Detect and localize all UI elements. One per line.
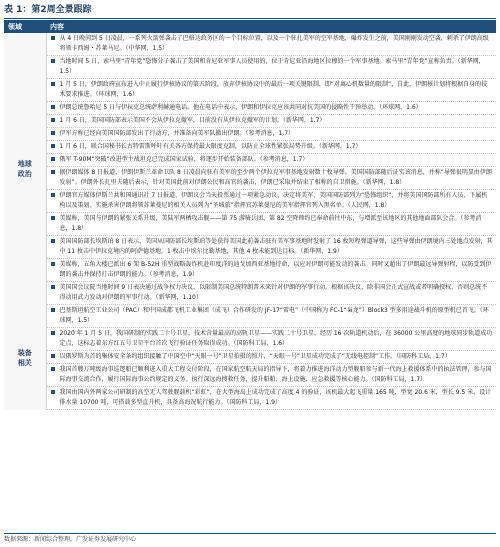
table-row — [4, 236, 496, 259]
table-row — [4, 56, 496, 79]
table-row — [4, 305, 496, 328]
row-content-cell — [46, 115, 496, 128]
row-content-cell — [46, 128, 496, 141]
square-bullet-icon — [51, 216, 55, 220]
table-row — [4, 328, 496, 351]
row-content-cell — [46, 351, 496, 364]
square-bullet-icon — [51, 82, 55, 86]
square-bullet-icon — [51, 354, 55, 358]
square-bullet-icon — [51, 144, 55, 148]
news-item-text: 从 4 日晚间到 5 日凌晨，一系列火箭弹袭击了巴格达政务区的一个目标位置，以及一个驻扎美军的空军基地，爆炸发生之前，美国刚刚发动空袭，刺杀了伊朗高级将领卡西姆・苏莱马尼。（中华网，1.5） — [59, 35, 489, 52]
news-item — [47, 56, 497, 79]
table-body — [4, 33, 496, 410]
section-label-text: 地球政治 — [17, 160, 32, 178]
row-content-cell — [46, 236, 496, 259]
news-item — [47, 102, 497, 115]
row-content-cell — [46, 190, 496, 213]
square-bullet-icon — [51, 118, 55, 122]
table-row — [4, 141, 496, 154]
news-item-text: 美国国会议院当地时间 9 日表决通过战争权力决议，以限制美国总统特朗普未来针对伊朗的军事行动。根据该决议，除非国会正式宣战或者明确授权，否则总统不得动用武力发动对伊朗的军事行动。（新华网，1.10） — [59, 284, 488, 301]
square-bullet-icon — [51, 285, 55, 289]
square-bullet-icon — [51, 193, 55, 197]
panorama-table — [4, 20, 496, 410]
news-item-text: 巴基斯坦航空工业公司（PAC）和中国成都飞机工业集团（成飞）合作研发的 JF-17“雷电”（中国称为 FC-1“枭龙”）Block3 型多用途战斗机的原型机已首飞。（环球网，1.5） — [59, 307, 489, 324]
news-item — [47, 236, 497, 259]
news-item-text: 2020 年 1 月 5 日，我国研制的实践二十号卫星，技术含量最高的高轨卫星——实践二十号卫星，经历 16 次轨道机动后，在 36000 公里高度的地球同步轨道成功定点，这标志着东方红五号卫星平台首次飞行验证任务取得成功。（国防科工局，1.6） — [59, 330, 493, 347]
table-title: 表 1：第2周全景跟踪 — [4, 5, 92, 15]
section-label — [4, 33, 46, 305]
news-item-text: 1 月 6 日，联合国秘书长古特雷斯呼吁有关各方保持最大限度克制，以防止全球性紧张局势升级。（新华网，1.7） — [59, 143, 362, 150]
news-item-text: 伊朗总统鲁哈尼 5 日与伊拉克总统萨利赫通电话。他在电话中表示，伊朗和伊拉克应该共同对抗美国的侵略性干预举动。（环球网，1.6） — [59, 104, 422, 111]
row-content-cell — [46, 79, 496, 102]
table-row — [4, 364, 496, 387]
news-item-text: 我国首艘万吨级海事巡逻船已顺利进入重大工程交付阶段，在国家航空航天局的指导下，将着力推进海洋动力型舰船参与新一代海上救援体系中的执法管理，参与国际海事交流合作，履行国际海事公约规定的义务。执行深远海搜救任务，提升船舶、海上设施、应急救援等核心能力。（国防科工局，1.7） — [59, 366, 492, 383]
news-item-text: 美媒称，美国与伊朗的紧张关系升级，美陆军两栖攻击舰——第 75 游骑兵团、第 82 空降师约已奉命前往中东，与增派至该地区的其他地面部队会合。（参考消息，1.8） — [59, 215, 482, 232]
news-item-text: 我国由国内外两家公司研制的高空无人驾驶舰载机“彩虹”，在大型海岛上成功完成了高度 4 的验证，该机最大起飞重量 165 吨，型宽 20.6 米，型长 9.5 米，设计排水量 10700 吨，可搭载多型直升机，具备高海况航行能力。（国防科工局，1.9） — [59, 389, 492, 406]
table-row — [4, 167, 496, 190]
row-content-cell — [46, 154, 496, 167]
table-row — [4, 282, 496, 305]
square-bullet-icon — [51, 331, 55, 335]
square-bullet-icon — [51, 239, 55, 243]
news-item — [47, 115, 497, 128]
square-bullet-icon — [51, 367, 55, 371]
header-domain: 领域 — [4, 20, 46, 33]
news-item-text: 美媒称，五角大楼已派出 6 架 B-52H 重型战略轰炸机赴印度洋的迪戈加西亚基地待命，以应对伊朗可能发动的袭击。同时又超出了伊朗最远导弹射程，以防受到伊朗的袭击并保持打击伊朗的能力。（参考消息，1.9） — [59, 261, 492, 278]
table-row — [4, 115, 496, 128]
table-row — [4, 213, 496, 236]
news-item — [47, 33, 497, 56]
section-label-text: 装备相关 — [17, 348, 32, 367]
news-item — [47, 154, 497, 167]
row-content-cell — [46, 328, 496, 351]
news-item-text: 以俄罗斯为首的集体安全条约组织接触了中国空中“天眼一号”卫星拍摄的照片，“天眼一号”卫星成功完成了“无线电控制”工作。（国防科工局，1.7） — [59, 353, 451, 360]
news-item-text: 1 月 5 日，伊朗政府宣布进入中止履行伊核协议的第五阶段，放弃伊核协议中的最后一项关键限制，即“对离心机数量的限制”，自此，伊朗核计划将根据自身的技术要求推进。（环球网，1.6） — [59, 81, 488, 98]
row-content-cell — [46, 305, 496, 328]
square-bullet-icon — [51, 131, 55, 135]
square-bullet-icon — [51, 157, 55, 161]
news-item — [47, 282, 497, 305]
row-content-cell — [46, 56, 496, 79]
square-bullet-icon — [51, 308, 55, 312]
news-item-text: 1 月 6 日，美国国防部表示美国不会从伊拉克撤军，目前没有从伊拉克撤军的计划。（新华网，1.7） — [59, 117, 326, 124]
table-row — [4, 154, 496, 167]
news-item-text: 俄军 T-90M“突破”改进型主战坦克已完成国家试验，将逐步开始装备部队。（参考消息，1.7） — [59, 156, 309, 163]
news-item — [47, 328, 497, 351]
table-row — [4, 190, 496, 213]
square-bullet-icon — [51, 105, 55, 109]
square-bullet-icon — [51, 262, 55, 266]
row-content-cell — [46, 102, 496, 115]
table-row — [4, 33, 496, 56]
table-row — [4, 351, 496, 364]
row-content-cell — [46, 282, 496, 305]
news-item — [47, 190, 497, 213]
row-content-cell — [46, 213, 496, 236]
news-item — [47, 259, 497, 282]
source-note: 数据来源：新闻综合整理，广发证券发展研究中心 — [4, 536, 137, 543]
square-bullet-icon — [51, 390, 55, 394]
square-bullet-icon — [51, 59, 55, 63]
news-item — [47, 387, 497, 410]
top-rule — [4, 18, 496, 19]
row-content-cell — [46, 364, 496, 387]
news-item — [47, 305, 497, 328]
row-content-cell — [46, 141, 496, 154]
row-content-cell — [46, 167, 496, 190]
news-item — [47, 167, 497, 190]
header-content: 内容 — [46, 20, 496, 33]
news-item-text: 据伊朗媒体 8 日报道，伊朗伊斯兰革命卫队 8 日凌晨向驻有美军的至少两个伊拉克军事基地发射数十枚导弹。美国国防部随后证实该消息，并称“导弹很明显由伊朗发射”。伊朗外长扎里夫随后表示，针对美国此前对伊朗公民和高官的袭击，伊朗已采取并结束了相称的自卫措施。（新华网，1.8） — [59, 169, 492, 186]
bottom-rule — [4, 533, 496, 534]
news-item-text: 当地时间 5 日，索马里“青年党”恐怖分子袭击了美国和肯尼亚军事人员使用的，位于肯尼亚沿海地区拉穆的一个军事基地。索马里“青年党”宣称负责。（新华网，1.5） — [59, 58, 485, 75]
table-header-row — [4, 20, 496, 33]
news-item — [47, 79, 497, 102]
section-label — [4, 305, 46, 410]
square-bullet-icon — [51, 36, 55, 40]
news-item-text: 美国国防部长埃斯珀 8 日表示，美国从国防部长埃斯珀等处获得美国此前袭击驻有美军事基地时发射了 16 枚短程弹道导弹，这些导弹由伊朗境内三处地点发射，其中 11 枚击中伊拉克境内的阿萨德基地，1 枚击中埃尔比勒基地，其他 4 枚未能到达目标。（新华网，1.9） — [59, 238, 493, 255]
news-item — [47, 351, 497, 364]
news-item — [47, 364, 497, 387]
square-bullet-icon — [51, 170, 55, 174]
table-row — [4, 102, 496, 115]
news-item-text: 伊朗官方媒体伊斯兰共和国通讯社 7 日报道，伊朗议会当天投票通过一项紧急动议，决定将美军、美国国防部列为“恐怖组织”，并将美国国防部所有人员、下属机构以及策划、实施杀害伊朗将领苏莱曼尼的相关人员列为“圣城旅”指挥官苏莱曼尼的美军指挥官列入黑名单。（人民网，1.8） — [59, 192, 488, 209]
news-item — [47, 213, 497, 236]
table-row — [4, 79, 496, 102]
news-item-text: 伊军方称已经向美国国防部发出了行动方，并准备向美军队撤出伊朗。（参考消息，1.7） — [59, 130, 295, 137]
row-content-cell — [46, 33, 496, 56]
row-content-cell — [46, 387, 496, 410]
table-row — [4, 259, 496, 282]
news-item — [47, 128, 497, 141]
row-content-cell — [46, 259, 496, 282]
news-item — [47, 141, 497, 154]
table-row — [4, 387, 496, 410]
table-row — [4, 128, 496, 141]
